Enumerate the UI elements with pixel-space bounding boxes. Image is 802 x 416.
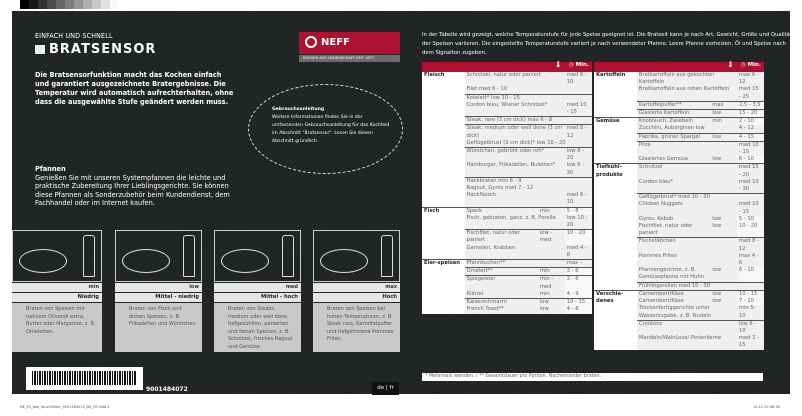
heat-level: 4 - 12 (737, 125, 764, 133)
pan-illustration (214, 230, 301, 282)
oil-bottle-icon (381, 235, 393, 277)
food-item: Garnelen, Krabben (465, 245, 565, 260)
timer-icon: ◷ (740, 62, 746, 68)
food-item: Knoblauch, Zwiebeln (637, 118, 710, 126)
food-item: Fischstäbchen (637, 238, 737, 253)
table-row (422, 260, 592, 268)
food-item: Kartoffelpuffer** (637, 101, 710, 109)
calibration-swatch (65, 0, 74, 9)
heat-level-card (214, 230, 301, 353)
food-item: Glasiertes Gemüse (637, 156, 710, 164)
calibration-swatch (29, 0, 38, 9)
food-item: Pommes Frites (637, 253, 737, 267)
food-item: Kotelett* low 10 - 15 (465, 94, 592, 102)
pans-section (35, 165, 235, 208)
food-item: Trockenfertiggerichte unter Wasserzugabe, z. B. Nudeln (637, 305, 737, 320)
minutes: 5 - 10 (737, 216, 764, 223)
heat-level: min 5-10 (737, 305, 764, 320)
heat-level: low (538, 299, 565, 307)
minutes: 10 - 15 (565, 299, 592, 307)
heat-level: med 8 - 12 (565, 125, 592, 140)
heat-level: low 6 - 30 (565, 162, 592, 177)
level-label: max (313, 283, 400, 292)
heat-level-card (313, 230, 400, 353)
heat-level-card (115, 230, 202, 353)
food-item: Frühlingsrollen med 10 - 30 (637, 282, 764, 290)
food-item: Chicken Nuggets (637, 201, 737, 215)
heat-level: med 3 - 15 (737, 335, 764, 349)
food-item: Schnitzel, natur oder paniert (465, 72, 565, 86)
heat-level: low (710, 216, 737, 223)
minutes: 2 - 6 (565, 276, 592, 291)
minutes: 4 - 9 (565, 291, 592, 299)
level-label: min (12, 283, 102, 292)
food-item: Hackfleisch (465, 192, 565, 207)
food-item: Hamburger, Frikadellen, Buletten* (465, 162, 565, 177)
heat-level: low (710, 156, 737, 164)
oil-bottle-icon (282, 235, 294, 277)
minutes: 2,5 - 3,5 (737, 101, 764, 109)
minutes: 2 - 10 (737, 118, 764, 126)
food-item: Pilze (637, 141, 737, 156)
pan-icon (122, 249, 170, 273)
food-item: French Toast** (465, 306, 538, 313)
oil-bottle-icon (183, 235, 195, 277)
calibration-swatch (20, 0, 29, 9)
heat-level: med 4 - 8 (565, 245, 592, 260)
heat-level: low (710, 223, 737, 238)
heat-level: min (710, 118, 737, 126)
table-intro: In der Tabelle wird gezeigt, welche Temperaturstufe für jede Speise geeignet ist. Die Bratzeit kann je nach Art, Gewicht, Größe und Qualität der Speisen variieren. Die eingestellte Temperaturstufe variiert je nach verwendeter Pfanne. Leere Pfanne vorheizen, Öl und Speise nach dem Signalton zugeben. (422, 32, 792, 56)
heat-level: med 6 - 10 (565, 72, 592, 86)
pans-title: Pfannen (35, 165, 66, 173)
food-item: Steak, rare (3 cm dick) max 6 - 8 (465, 117, 592, 125)
ean-number: 9001484072 (146, 386, 188, 393)
temperature-icon: 🌡 (594, 62, 737, 72)
pan-illustration (313, 230, 400, 282)
print-date: 10.12.19 08:38 (753, 405, 780, 409)
heat-level: low (710, 267, 737, 282)
pan-illustration (12, 230, 102, 282)
food-item: Glasierte Kartoffeln (637, 110, 710, 118)
food-item: Fischfilet, natur oder paniert (465, 230, 538, 245)
level-label: med (214, 283, 301, 292)
heat-level: med 10 - 15 (737, 141, 764, 156)
table-row (594, 72, 764, 86)
heat-level: med 15 - 25 (737, 86, 764, 101)
brand-tagline: KOCHEN AUS LEIDENSCHAFT SEIT 1877 (299, 55, 400, 62)
min-label: Min. (747, 62, 761, 68)
timer-icon: ◷ (568, 62, 574, 68)
food-item: Rührei (465, 291, 538, 299)
oil-bottle-icon (83, 235, 95, 277)
level-description: Braten von Steaks, medium oder well done, tiefgekühlten, panierten und feinen Speisen, z. B. Schnitzel, frisches Ragout und Gemüse. (214, 303, 301, 352)
pan-icon (19, 249, 67, 273)
minutes: 6 - 10 (737, 267, 764, 282)
level-name: Hoch (313, 293, 400, 302)
heat-level: low - med (538, 230, 565, 245)
level-name: Mittel - niedrig (115, 293, 202, 302)
heat-level: low (710, 298, 737, 305)
footnote: * Mehrmals wenden. / ** Gesamtdauer pro Portion. Nacheinander braten. (422, 373, 763, 381)
food-item: Ragout, Gyros med 7 - 12 (465, 185, 592, 192)
minutes: 4 - 8 (565, 306, 592, 313)
title-text: BRATSENSOR (49, 42, 157, 57)
food-item: Paprika, grüner Spargel (637, 133, 710, 141)
food-item: Omelett** (465, 268, 538, 276)
brand-name: NEFF (321, 37, 350, 48)
kicker: EINFACH UND SCHNELL (35, 32, 113, 40)
calibration-swatch (92, 0, 101, 9)
heat-level: max - (565, 260, 592, 268)
minutes: 10 - 15 (737, 290, 764, 298)
pan-illustration (115, 230, 202, 282)
food-item: Pfannengerichte, z. B. Gemüsepfanne mit Huhn (637, 267, 710, 282)
heat-level: low (710, 133, 737, 141)
calibration-swatch (38, 0, 47, 9)
brand-logo (299, 32, 400, 54)
heat-level: med 10 - 30 (737, 179, 764, 194)
level-name: Mittel - hoch (214, 293, 301, 302)
food-item: Filet med 6 - 10 (465, 86, 592, 94)
food-item: Speck (465, 207, 538, 215)
level-description: Braten von Speisen mit nativem Olivenöl extra, Butter oder Margarine, z. B. Omeletten. (12, 303, 102, 352)
heat-level: low 8 - 20 (565, 148, 592, 163)
calibration-swatch (56, 0, 65, 9)
food-item: Kaiserschmarrn (465, 299, 538, 307)
heat-level: low (710, 110, 737, 118)
heat-level: med 6 - 10 (565, 192, 592, 207)
food-item: Geflügelbrust* med 10 - 30 (637, 194, 764, 202)
food-item: Bratkartoffeln aus gekochten Kartoffeln (637, 72, 737, 86)
page-title (35, 42, 156, 57)
table-row (594, 118, 764, 126)
min-header (737, 62, 764, 72)
table-row (422, 207, 592, 215)
calibration-swatch (74, 0, 83, 9)
table-row (594, 164, 764, 179)
food-item: Pfannkuchen** (465, 260, 565, 268)
food-item: Hackbraten min 6 - 9 (465, 177, 592, 185)
heat-level: low 6 - 10 (737, 320, 764, 335)
heat-level: low (710, 290, 737, 298)
food-item: Schnitzel (637, 164, 737, 179)
calibration-swatch (110, 0, 119, 9)
cooking-table-left (422, 62, 592, 314)
food-item: Cordon bleu* (637, 179, 737, 194)
temperature-icon: 🌡 (422, 62, 565, 72)
food-item: Camembert/Käse (637, 298, 710, 305)
calibration-swatch (83, 0, 92, 9)
level-description: Braten von Fisch und dicken Speisen, z. B. Frikadellen und Würstchen. (115, 303, 202, 352)
heat-level: min - med (538, 276, 565, 291)
category-cell: Verschie-denes (594, 290, 637, 349)
heat-level: med 10 - 15 (737, 201, 764, 215)
level-description: Braten von Speisen bei hohen Temperaturen, z. B. Steak rare, Kartoffelpuffer und tiefgefrorene Pommes Frites. (313, 303, 400, 352)
food-item: Gyros, Kebab (637, 216, 710, 223)
note (272, 106, 392, 146)
calibration-swatch (101, 0, 110, 9)
minutes: 6 - 10 (737, 156, 764, 164)
food-item: Würstchen, gebrüht oder roh* (465, 148, 565, 163)
file-name: NE_FS_tbw_TouchSlider_9001484072_DE_FR.indd 1 (20, 405, 110, 409)
heat-level: max (710, 101, 737, 109)
category-cell: Fleisch (422, 72, 465, 207)
food-item: Spiegeleier (465, 276, 538, 291)
level-name: Niedrig (12, 293, 102, 302)
heat-level: min (538, 268, 565, 276)
food-item: Croûtons (637, 320, 737, 335)
minutes: 4 - 15 (737, 133, 764, 141)
barcode (26, 367, 143, 390)
heat-level: min (538, 207, 565, 215)
min-label: Min. (575, 62, 589, 68)
food-item: Mandeln/Walnüsse/ Pinienkerne (637, 335, 737, 349)
level-label: low (115, 283, 202, 292)
min-header (565, 62, 592, 72)
calibration-swatch (47, 0, 56, 9)
heat-level: med 8 - 12 (737, 238, 764, 253)
heat-level-card (12, 230, 102, 353)
bratsensor-icon (35, 45, 45, 54)
category-cell: Gemüse (594, 118, 637, 164)
heat-level: med 15 - 20 (737, 164, 764, 179)
heat-level: low 10 - 20 (565, 215, 592, 230)
minutes: 10 - 20 (565, 230, 592, 245)
food-item: Fischfilet, natur oder paniert (637, 223, 710, 238)
intro-text: Die Bratsensorfunktion macht das Kochen einfach und garantiert ausgezeichnete Bratergebnisse. Die Temperatur wird automatisch aufrechterhalten, ohne dass die ausgewählte Stufe geändert werden muss. (35, 71, 234, 106)
food-item: Zucchini, Auberginen low (637, 125, 737, 133)
minutes: 3 - 6 (565, 268, 592, 276)
heat-level: max 6 - 12 (737, 72, 764, 86)
table-row (422, 72, 592, 86)
language-badge: de | fr (372, 382, 399, 395)
food-item: Camembert/Käse (637, 290, 710, 298)
note-title: Gebrauchsanleitung (272, 107, 325, 112)
category-cell: Tiefkühl-produkte (594, 164, 637, 290)
category-cell: Fisch (422, 207, 465, 259)
heat-level: low (538, 306, 565, 313)
food-item: Cordon bleu, Wiener Schnitzel* (465, 102, 565, 117)
pan-icon (320, 249, 368, 273)
category-cell: Eier-speisen (422, 260, 465, 314)
food-item: Geflügelbrust (2 cm dick)* low 10 - 20 (465, 140, 592, 148)
minutes: 7 - 10 (737, 298, 764, 305)
pan-icon (221, 249, 269, 273)
logo-ring-icon (305, 36, 317, 48)
cooking-table-right (594, 62, 764, 350)
category-cell: Kartoffeln (594, 72, 637, 118)
table-row (594, 290, 764, 298)
pans-text: Genießen Sie mit unseren Systempfannen die leichte und praktische Zubereitung Ihrer Lieblingsgerichte. Sie können diese Pfannen als Sonderzubehör beim Kundendienst, dem Fachhandel oder im Internet kaufen. (35, 173, 230, 208)
food-item: Fisch, gebraten, ganz, z. B. Forelle (465, 215, 565, 230)
food-item: Steak, medium oder well done (3 cm dick) (465, 125, 565, 140)
minutes: 10 - 20 (737, 223, 764, 238)
food-item: Bratkartoffeln aus rohen Kartoffeln (637, 86, 737, 101)
minutes: 15 - 20 (737, 110, 764, 118)
heat-level: min (538, 291, 565, 299)
heat-level: max 4 - 6 (737, 253, 764, 267)
minutes: 5 - 8 (565, 207, 592, 215)
note-text: Weitere Informationen finden Sie in der umfassenden Gebrauchsanleitung für das Kochfeld im Abschnitt "Bratsensor". Lesen Sie diesen Abschnitt gründlich. (272, 115, 390, 144)
heat-level: med 10 - 15 (565, 102, 592, 117)
